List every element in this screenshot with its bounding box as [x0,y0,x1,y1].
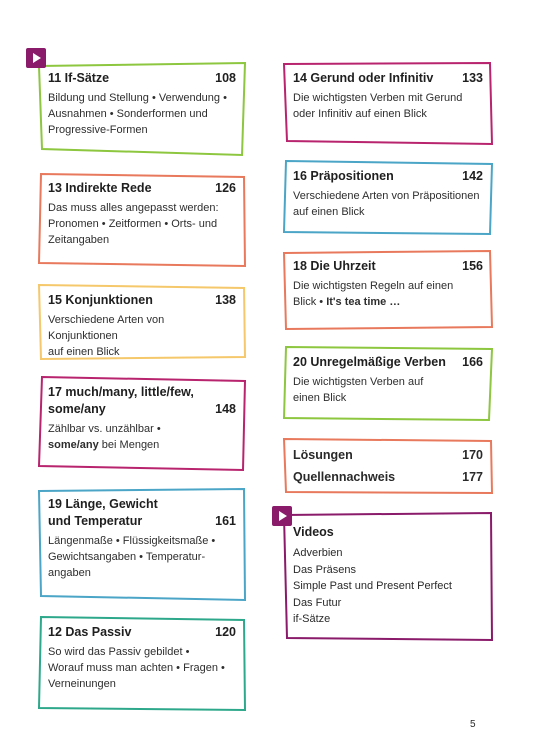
extras-card [283,438,493,494]
desc-line: Verneinungen [48,678,116,690]
solutions-row[interactable] [293,444,483,466]
desc-line: auf einen Blick [48,346,120,358]
desc-line: Das muss alles angepasst werden: [48,202,219,214]
desc-line: angaben [48,567,91,579]
chapter-card-14[interactable] [283,62,493,146]
chapter-card-19[interactable] [38,488,246,602]
chapter-title: 13 Indirekte Rede [48,181,152,195]
page-number: 5 [470,719,476,730]
desc-line: Verschiedene Arten von Konjunktionen [48,314,165,342]
desc-line: Zählbar vs. unzählbar • [48,423,161,435]
desc-line: Ausnahmen • Sonderformen und [48,108,208,120]
chapter-page: 166 [462,355,483,369]
video-link[interactable]: if-Sätze [293,613,331,625]
desc-text: Blick • [293,296,327,308]
chapter-page: 148 [215,402,236,416]
chapter-title: 12 Das Passiv [48,625,132,639]
chapter-page: 142 [462,169,483,183]
chapter-page: 138 [215,293,236,307]
chapter-page: 133 [462,71,483,85]
chapter-title: 16 Präpositionen [293,169,394,183]
videos-card [283,512,493,642]
chapter-card-11[interactable] [38,62,246,156]
desc-line: Die wichtigsten Regeln auf einen [293,280,454,292]
desc-text: bei Mengen [98,439,160,451]
chapter-title: 15 Konjunktionen [48,293,153,307]
chapter-page: 108 [215,71,236,85]
chapter-page: 161 [215,514,236,528]
solutions-page: 170 [462,448,483,462]
video-link[interactable]: Das Präsens [293,563,356,576]
chapter-title: 18 Die Uhrzeit [293,259,376,273]
chapter-card-18[interactable] [283,250,493,330]
desc-line: Bildung und Stellung • Verwendung • [48,92,227,104]
chapter-page: 120 [215,625,236,639]
desc-line: Progressive-Formen [48,124,148,136]
videos-title: Videos [293,525,334,539]
chapter-card-16[interactable] [283,160,493,236]
video-link[interactable]: Simple Past und Present Perfect [293,580,452,592]
desc-line: Die wichtigsten Verben mit Gerund [293,92,463,104]
chapter-card-13[interactable] [38,172,246,268]
desc-line: Pronomen • Zeitformen • Orts- und [48,218,218,230]
bold-term: It's tea time … [326,296,401,308]
desc-line: Längenmaße • Flüssigkeitsmaße • [48,535,216,547]
desc-line: einen Blick [293,392,347,404]
solutions-label: Lösungen [293,448,353,462]
sources-row[interactable] [293,466,483,488]
desc-line: Worauf muss man achten • Fragen • [48,662,225,674]
video-link[interactable]: Adverbien [293,547,343,559]
desc-line: auf einen Blick [293,206,365,218]
video-link[interactable]: Das Futur [293,596,342,609]
chapter-page: 156 [462,259,483,273]
desc-line: Gewichtsangaben • Temperatur- [48,551,206,563]
chapter-page: 126 [215,181,236,195]
desc-line: Die wichtigsten Verben auf [293,376,424,388]
chapter-title: 17 much/many, little/few, some/any [48,385,194,416]
chapter-title: 11 If-Sätze [48,71,110,85]
desc-line: Zeitangaben [48,234,110,246]
desc-line: Verschiedene Arten von Präpositionen [293,190,480,202]
chapter-card-15[interactable] [38,284,246,360]
desc-line: oder Infinitiv auf einen Blick [293,108,427,120]
chapter-card-12[interactable] [38,616,246,712]
video-play-icon[interactable] [272,506,292,526]
sources-page: 177 [462,470,483,484]
chapter-title: 19 Länge, Gewicht und Temperatur [48,497,158,528]
sources-label: Quellennachweis [293,470,396,484]
chapter-card-20[interactable] [283,346,493,422]
desc-line [293,294,483,310]
chapter-title: 14 Gerund oder Infinitiv [293,71,434,85]
chapter-card-17[interactable] [38,376,246,472]
chapter-title: 20 Unregelmäßige Verben [293,355,446,369]
desc-line [48,437,236,453]
desc-line: So wird das Passiv gebildet • [48,646,190,658]
bold-term: some/any [48,439,99,451]
video-play-icon[interactable] [26,48,46,68]
